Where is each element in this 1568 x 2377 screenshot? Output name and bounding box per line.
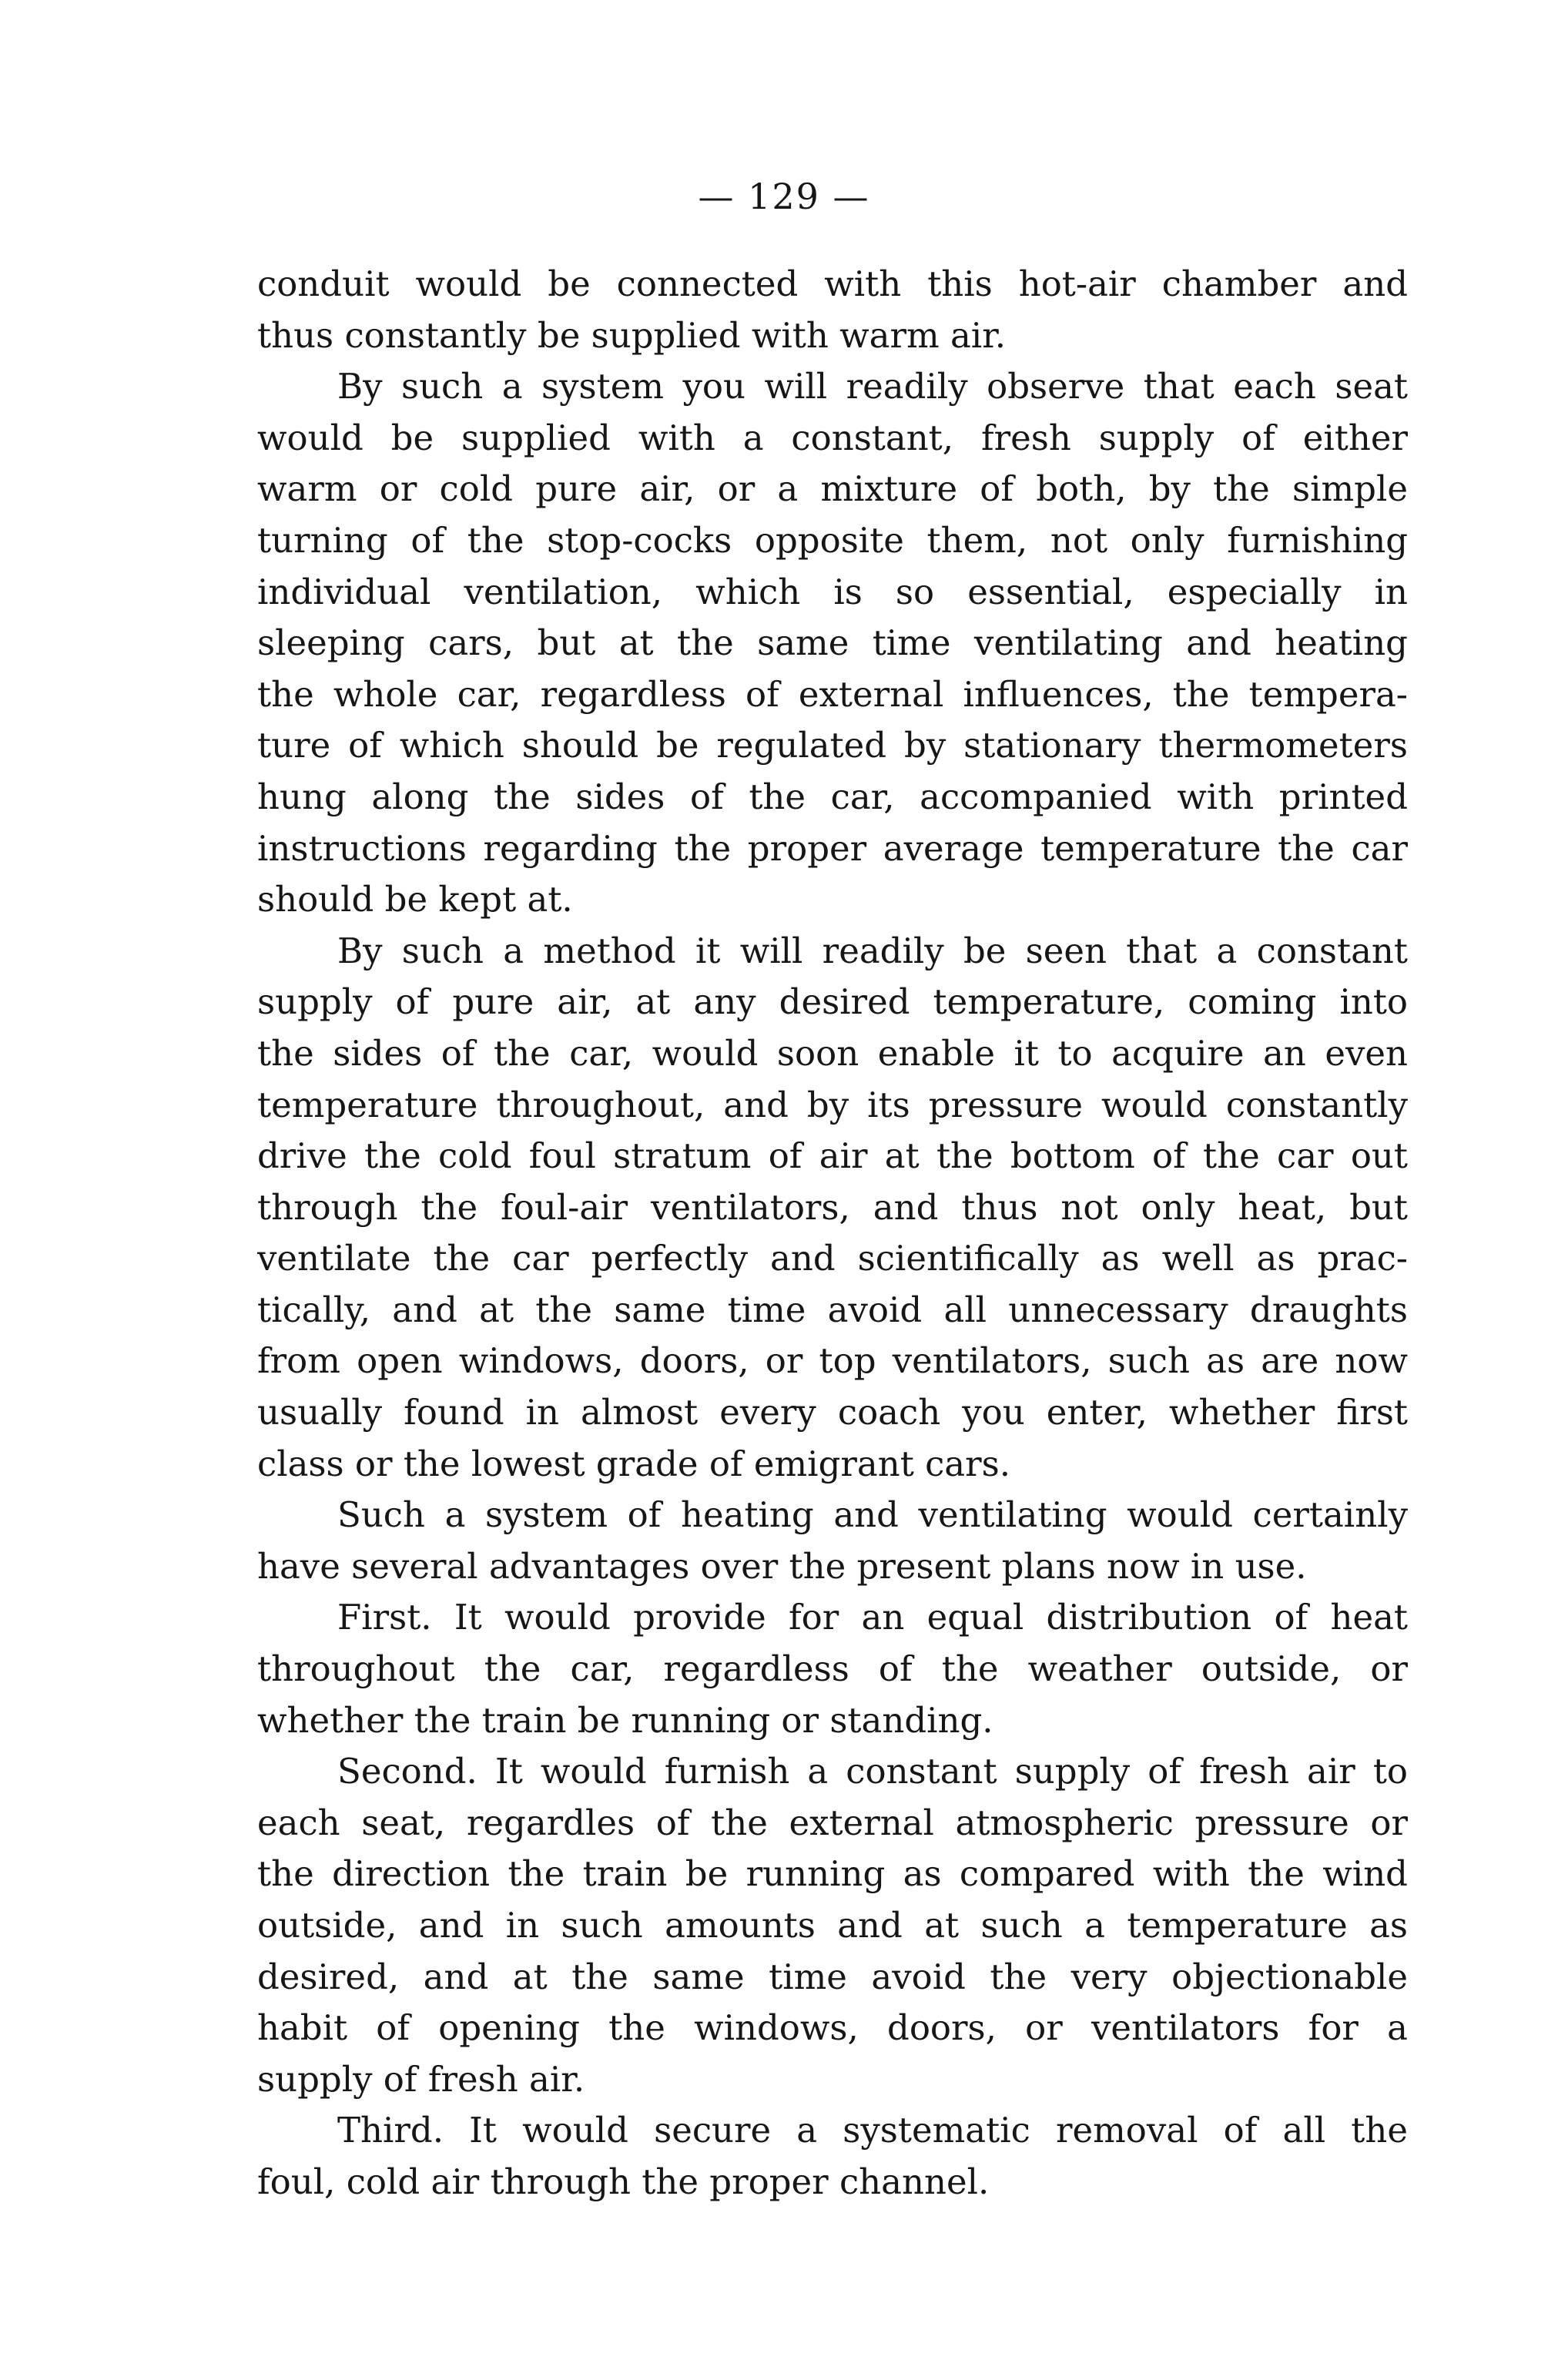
- text-line: thus constantly be supplied with warm air.: [257, 314, 1007, 356]
- text-line: tically, and at the same time avoid all unnecessary draughts: [257, 1289, 1408, 1330]
- text-line: class or the lowest grade of emigrant cars.: [257, 1443, 1011, 1484]
- text-line: outside, and in such amounts and at such a temperature as: [257, 1905, 1408, 1946]
- text-line: should be kept at.: [257, 879, 573, 920]
- paragraph-start-line: First. It would provide for an equal distribution of heat: [337, 1597, 1408, 1638]
- text-line: the whole car, regardless of external influences, the tempera-: [257, 673, 1408, 715]
- text-line: ture of which should be regulated by stationary thermometers: [257, 725, 1408, 766]
- text-line: the sides of the car, would soon enable it to acquire an even: [257, 1032, 1408, 1074]
- text-line: foul, cold air through the proper channel.: [257, 2161, 990, 2202]
- text-line: conduit would be connected with this hot-air chamber and: [257, 263, 1408, 304]
- text-line: supply of fresh air.: [257, 2058, 585, 2100]
- paragraph-start-line: Such a system of heating and ventilating would certainly: [337, 1494, 1408, 1536]
- text-line: ventilate the car perfectly and scientifically as well as prac-: [257, 1238, 1408, 1279]
- text-line: usually found in almost every coach you enter, whether first: [257, 1392, 1408, 1433]
- paragraph-start-line: By such a system you will readily observe that each seat: [337, 366, 1408, 407]
- text-line: temperature throughout, and by its pressure would constantly: [257, 1084, 1408, 1125]
- text-line: whether the train be running or standing.: [257, 1699, 993, 1741]
- text-line: warm or cold pure air, or a mixture of both, by the simple: [257, 468, 1408, 510]
- text-line: individual ventilation, which is so essential, especially in: [257, 571, 1408, 612]
- body-text: [257, 259, 1408, 2208]
- text-line: each seat, regardles of the external atmospheric pressure or: [257, 1802, 1408, 1843]
- text-line: from open windows, doors, or top ventilators, such as are now: [257, 1340, 1408, 1382]
- text-line: drive the cold foul stratum of air at the bottom of the car out: [257, 1135, 1408, 1177]
- paragraph-start-line: By such a method it will readily be seen that a constant: [337, 930, 1408, 971]
- paragraph-start-line: Second. It would furnish a constant supply of fresh air to: [337, 1751, 1408, 1792]
- text-line: turning of the stop-cocks opposite them, not only furnishing: [257, 519, 1408, 561]
- text-line: throughout the car, regardless of the weather outside, or: [257, 1648, 1408, 1690]
- text-line: the direction the train be running as compared with the wind: [257, 1853, 1408, 1895]
- text-line: habit of opening the windows, doors, or ventilators for a: [257, 2007, 1408, 2049]
- text-line: have several advantages over the present plans now in use.: [257, 1545, 1307, 1587]
- text-line: sleeping cars, but at the same time ventilating and heating: [257, 622, 1408, 664]
- text-line: instructions regarding the proper average temperature the car: [257, 827, 1408, 869]
- text-line: desired, and at the same time avoid the very objectionable: [257, 1956, 1408, 1997]
- text-line: through the foul-air ventilators, and thus not only heat, but: [257, 1186, 1408, 1228]
- text-line: hung along the sides of the car, accompanied with printed: [257, 776, 1408, 817]
- page-number: — 129 —: [698, 176, 870, 217]
- paragraph-start-line: Third. It would secure a systematic removal of all the: [337, 2110, 1408, 2151]
- text-line: would be supplied with a constant, fresh supply of either: [257, 417, 1408, 458]
- text-line: supply of pure air, at any desired temperature, coming into: [257, 981, 1408, 1023]
